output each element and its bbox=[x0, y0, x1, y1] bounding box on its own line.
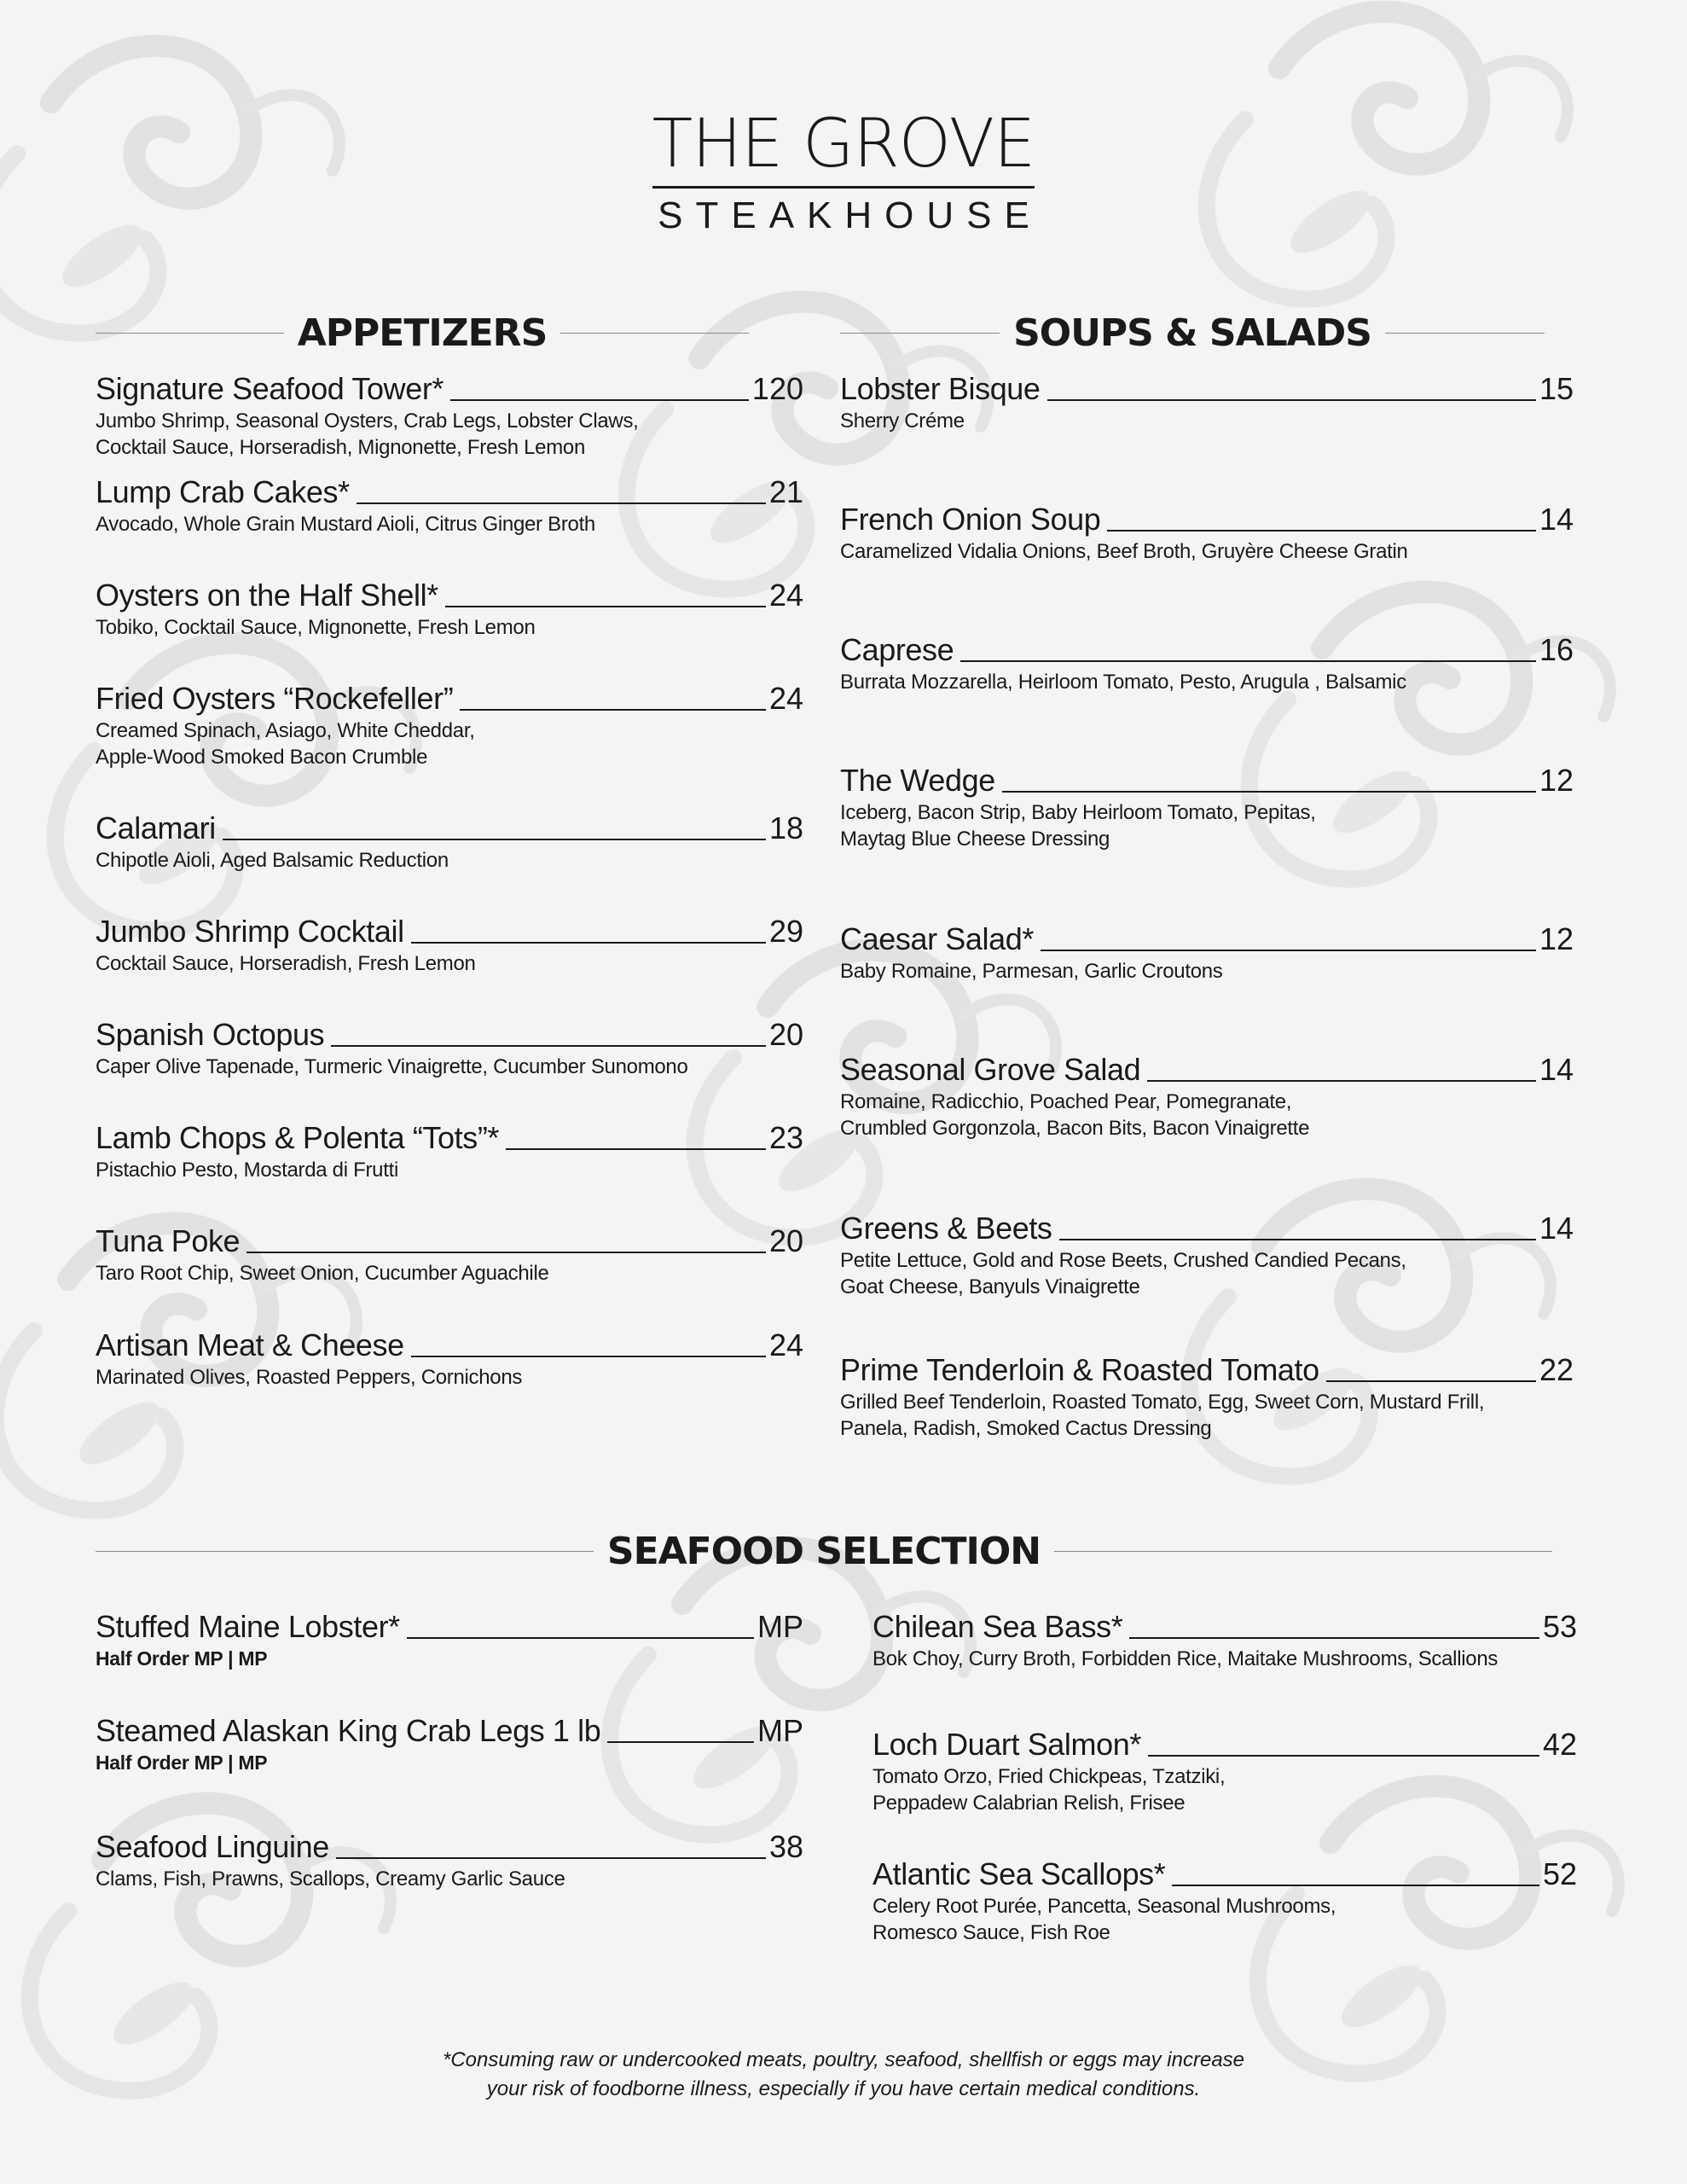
item-name: Jumbo Shrimp Cocktail bbox=[96, 914, 404, 949]
item-name: French Onion Soup bbox=[840, 502, 1101, 537]
leader-line bbox=[407, 1637, 754, 1639]
menu-item-row bbox=[840, 369, 1574, 408]
item-description bbox=[872, 1893, 1577, 1946]
menu-item bbox=[96, 1606, 803, 1672]
menu-item-row bbox=[840, 1208, 1574, 1247]
item-name: Caesar Salad* bbox=[840, 921, 1034, 956]
description-line: Chipotle Aioli, Aged Balsamic Reduction bbox=[96, 849, 449, 872]
description-line: Tobiko, Cocktail Sauce, Mignonette, Fresh Lemon bbox=[96, 616, 536, 639]
description-line: Goat Cheese, Banyuls Vinaigrette bbox=[840, 1275, 1140, 1298]
seafood-header bbox=[96, 1525, 1552, 1577]
description-line: Taro Root Chip, Sweet Onion, Cucumber Aguachile bbox=[96, 1262, 549, 1285]
description-line: Baby Romaine, Parmesan, Garlic Croutons bbox=[840, 960, 1223, 983]
menu-item bbox=[840, 499, 1574, 565]
description-line: Crumbled Gorgonzola, Bacon Bits, Bacon Vinaigrette bbox=[840, 1117, 1310, 1140]
item-price: 24 bbox=[768, 681, 803, 716]
menu-item-row bbox=[840, 499, 1574, 538]
description-line: Peppadew Calabrian Relish, Frisee bbox=[872, 1792, 1186, 1815]
description-line: Panela, Radish, Smoked Cactus Dressing bbox=[840, 1417, 1212, 1440]
item-description bbox=[96, 950, 803, 977]
description-line: Petite Lettuce, Gold and Rose Beets, Crushed Candied Pecans, bbox=[840, 1249, 1406, 1272]
item-description bbox=[96, 717, 803, 770]
menu-item bbox=[840, 919, 1574, 985]
leader-line bbox=[1059, 1239, 1536, 1240]
item-name: The Wedge bbox=[840, 763, 995, 798]
description-line: Half Order MP | MP bbox=[96, 1751, 268, 1774]
description-line: Marinated Olives, Roasted Peppers, Cornichons bbox=[96, 1366, 523, 1389]
item-name: Prime Tenderloin & Roasted Tomato bbox=[840, 1352, 1319, 1387]
logo bbox=[0, 106, 1687, 236]
menu-item-row bbox=[872, 1854, 1577, 1893]
menu-item-row bbox=[96, 1325, 803, 1364]
item-name: Greens & Beets bbox=[840, 1211, 1052, 1246]
leader-line bbox=[460, 709, 766, 711]
leader-line bbox=[1148, 1755, 1539, 1757]
section-heading-appetizers: APPETIZERS bbox=[297, 311, 548, 355]
description-line: Creamed Spinach, Asiago, White Cheddar, bbox=[96, 719, 475, 742]
item-price: 22 bbox=[1539, 1352, 1574, 1387]
leader-line bbox=[246, 1252, 766, 1253]
menu-item bbox=[96, 472, 803, 537]
item-price: 23 bbox=[768, 1120, 803, 1155]
item-name: Tuna Poke bbox=[96, 1223, 241, 1258]
item-price: 14 bbox=[1539, 1052, 1574, 1087]
leader-line bbox=[445, 606, 766, 607]
item-name: Seafood Linguine bbox=[96, 1829, 329, 1864]
description-line: Celery Root Purée, Pancetta, Seasonal Mushrooms, bbox=[872, 1895, 1336, 1918]
menu-item bbox=[840, 1350, 1574, 1442]
item-name: Signature Seafood Tower* bbox=[96, 371, 444, 406]
logo-subtitle: STEAKHOUSE bbox=[658, 195, 1042, 236]
item-name: Lump Crab Cakes* bbox=[96, 474, 350, 509]
divider bbox=[96, 333, 284, 334]
item-description bbox=[840, 799, 1574, 852]
item-price: 12 bbox=[1539, 763, 1574, 798]
description-line: Jumbo Shrimp, Seasonal Oysters, Crab Legs, Lobster Claws, bbox=[96, 410, 639, 433]
item-description bbox=[840, 1389, 1574, 1442]
menu-item-row bbox=[840, 630, 1574, 669]
menu-item-row bbox=[872, 1606, 1577, 1646]
menu-item-row bbox=[96, 1606, 803, 1646]
item-description bbox=[96, 1364, 803, 1391]
item-price: 20 bbox=[768, 1017, 803, 1052]
item-description bbox=[96, 511, 803, 537]
menu-item bbox=[96, 1827, 803, 1892]
leader-line bbox=[1147, 1080, 1536, 1082]
item-price: 15 bbox=[1539, 371, 1574, 406]
item-name: Steamed Alaskan King Crab Legs 1 lb bbox=[96, 1713, 601, 1748]
item-name: Loch Duart Salmon* bbox=[872, 1727, 1141, 1762]
menu-item-row bbox=[96, 472, 803, 511]
menu-item-row bbox=[96, 1221, 803, 1260]
description-line: Sherry Créme bbox=[840, 410, 965, 433]
description-line: Romesco Sauce, Fish Roe bbox=[872, 1921, 1110, 1944]
disclaimer-line: *Consuming raw or undercooked meats, poultry, seafood, shellfish or eggs may increase bbox=[442, 2048, 1245, 2071]
item-name: Stuffed Maine Lobster* bbox=[96, 1609, 400, 1644]
leader-line bbox=[411, 942, 766, 944]
item-price: 52 bbox=[1542, 1856, 1577, 1891]
description-line: Bok Choy, Curry Broth, Forbidden Rice, Maitake Mushrooms, Scallions bbox=[872, 1647, 1499, 1670]
leader-line bbox=[607, 1741, 754, 1743]
menu-item bbox=[840, 630, 1574, 695]
item-description bbox=[96, 1750, 803, 1776]
item-name: Atlantic Sea Scallops* bbox=[872, 1856, 1166, 1891]
description-line: Iceberg, Bacon Strip, Baby Heirloom Tomato, Pepitas, bbox=[840, 801, 1316, 824]
menu-item bbox=[96, 808, 803, 874]
menu-item bbox=[96, 911, 803, 977]
divider bbox=[1054, 1551, 1552, 1552]
menu-item bbox=[872, 1724, 1577, 1816]
menu-item bbox=[840, 1208, 1574, 1300]
description-line: Caramelized Vidalia Onions, Beef Broth, Gruyère Cheese Gratin bbox=[840, 540, 1408, 563]
menu-item bbox=[840, 1049, 1574, 1141]
leader-line bbox=[357, 502, 766, 504]
menu-item bbox=[872, 1854, 1577, 1946]
description-line: Cocktail Sauce, Horseradish, Mignonette, Fresh Lemon bbox=[96, 436, 586, 459]
menu-item bbox=[872, 1606, 1577, 1672]
item-name: Spanish Octopus bbox=[96, 1017, 325, 1052]
item-description bbox=[840, 538, 1574, 565]
item-description bbox=[96, 1646, 803, 1672]
item-description bbox=[872, 1763, 1577, 1816]
description-line: Grilled Beef Tenderloin, Roasted Tomato, Egg, Sweet Corn, Mustard Frill, bbox=[840, 1391, 1485, 1414]
menu-item-row bbox=[96, 1711, 803, 1750]
leader-line bbox=[1047, 399, 1536, 401]
item-price: 18 bbox=[768, 810, 803, 845]
divider bbox=[1385, 333, 1545, 334]
divider bbox=[96, 1551, 594, 1552]
leader-line bbox=[336, 1857, 766, 1859]
item-price: 14 bbox=[1539, 1211, 1574, 1246]
item-name: Lobster Bisque bbox=[840, 371, 1041, 406]
description-line: Tomato Orzo, Fried Chickpeas, Tzatziki, bbox=[872, 1765, 1226, 1788]
soups-header bbox=[840, 307, 1545, 358]
description-line: Burrata Mozzarella, Heirloom Tomato, Pesto, Arugula , Balsamic bbox=[840, 671, 1406, 694]
item-name: Caprese bbox=[840, 632, 954, 667]
description-line: Apple-Wood Smoked Bacon Crumble bbox=[96, 746, 428, 769]
description-line: Maytag Blue Cheese Dressing bbox=[840, 828, 1110, 851]
menu-item-row bbox=[872, 1724, 1577, 1763]
divider bbox=[560, 333, 749, 334]
menu-item-row bbox=[96, 1118, 803, 1157]
description-line: Clams, Fish, Prawns, Scallops, Creamy Garlic Sauce bbox=[96, 1867, 565, 1891]
item-name: Lamb Chops & Polenta “Tots”* bbox=[96, 1120, 500, 1155]
menu-item bbox=[96, 1014, 803, 1080]
menu-item-row bbox=[840, 919, 1574, 958]
menu-item-row bbox=[96, 678, 803, 717]
leader-line bbox=[1326, 1380, 1536, 1382]
description-line: Caper Olive Tapenade, Turmeric Vinaigrette, Cucumber Sunomono bbox=[96, 1055, 688, 1078]
menu-item-row bbox=[840, 1350, 1574, 1389]
item-price: 120 bbox=[751, 371, 803, 406]
leader-line bbox=[1172, 1885, 1539, 1886]
menu-item-row bbox=[840, 1049, 1574, 1089]
item-description bbox=[840, 1089, 1574, 1141]
leader-line bbox=[450, 399, 749, 401]
item-price: 53 bbox=[1542, 1609, 1577, 1644]
item-description bbox=[96, 614, 803, 641]
disclaimer-line: your risk of foodborne illness, especially if you have certain medical conditions. bbox=[486, 2077, 1201, 2100]
description-line: Romaine, Radicchio, Poached Pear, Pomegranate, bbox=[840, 1090, 1292, 1113]
item-description bbox=[96, 1260, 803, 1287]
item-price: 24 bbox=[768, 1327, 803, 1362]
logo-name: THE GROVE bbox=[652, 106, 1035, 183]
item-price: MP bbox=[757, 1713, 803, 1748]
item-price: 21 bbox=[768, 474, 803, 509]
appetizers-header bbox=[96, 307, 749, 358]
item-description bbox=[840, 408, 1574, 434]
menu-item-row bbox=[96, 1014, 803, 1054]
logo-rule bbox=[652, 186, 1035, 189]
item-name: Artisan Meat & Cheese bbox=[96, 1327, 404, 1362]
menu-item bbox=[96, 369, 803, 461]
item-price: 24 bbox=[768, 578, 803, 613]
section-heading-soups-salads: SOUPS & SALADS bbox=[1013, 311, 1371, 355]
menu-item-row bbox=[96, 911, 803, 950]
item-name: Chilean Sea Bass* bbox=[872, 1609, 1123, 1644]
leader-line bbox=[960, 660, 1536, 662]
menu-item bbox=[96, 1711, 803, 1776]
menu-item bbox=[840, 369, 1574, 434]
item-description bbox=[96, 1866, 803, 1892]
item-price: 38 bbox=[768, 1829, 803, 1864]
menu-item bbox=[96, 575, 803, 641]
menu-item bbox=[96, 1325, 803, 1391]
leader-line bbox=[331, 1045, 766, 1047]
item-price: 42 bbox=[1542, 1727, 1577, 1762]
disclaimer bbox=[0, 2046, 1687, 2104]
item-description bbox=[840, 1247, 1574, 1300]
menu-item bbox=[96, 1221, 803, 1287]
item-name: Fried Oysters “Rockefeller” bbox=[96, 681, 454, 716]
item-description bbox=[872, 1646, 1577, 1672]
item-description bbox=[840, 958, 1574, 985]
leader-line bbox=[1041, 950, 1536, 951]
leader-line bbox=[506, 1148, 766, 1150]
description-line: Half Order MP | MP bbox=[96, 1647, 268, 1670]
section-heading-seafood: SEAFOOD SELECTION bbox=[606, 1529, 1041, 1573]
item-name: Seasonal Grove Salad bbox=[840, 1052, 1141, 1087]
item-price: 16 bbox=[1539, 632, 1574, 667]
item-name: Calamari bbox=[96, 810, 216, 845]
menu-item bbox=[840, 760, 1574, 852]
item-description bbox=[840, 669, 1574, 695]
item-price: 29 bbox=[768, 914, 803, 949]
item-description bbox=[96, 847, 803, 874]
item-description bbox=[96, 408, 803, 461]
description-line: Cocktail Sauce, Horseradish, Fresh Lemon bbox=[96, 952, 476, 975]
description-line: Pistachio Pesto, Mostarda di Frutti bbox=[96, 1159, 398, 1182]
menu-item-row bbox=[840, 760, 1574, 799]
leader-line bbox=[1002, 791, 1536, 793]
item-price: MP bbox=[757, 1609, 803, 1644]
leader-line bbox=[1107, 530, 1536, 531]
menu-item-row bbox=[96, 575, 803, 614]
menu-item bbox=[96, 678, 803, 770]
leader-line bbox=[223, 839, 766, 840]
menu-item-row bbox=[96, 1827, 803, 1866]
item-description bbox=[96, 1157, 803, 1183]
description-line: Avocado, Whole Grain Mustard Aioli, Citrus Ginger Broth bbox=[96, 513, 595, 536]
leader-line bbox=[1129, 1637, 1539, 1639]
item-price: 14 bbox=[1539, 502, 1574, 537]
menu-item-row bbox=[96, 808, 803, 847]
menu-item bbox=[96, 1118, 803, 1183]
divider bbox=[840, 333, 1000, 334]
item-name: Oysters on the Half Shell* bbox=[96, 578, 438, 613]
item-price: 20 bbox=[768, 1223, 803, 1258]
leader-line bbox=[411, 1356, 766, 1357]
menu-item-row bbox=[96, 369, 803, 408]
item-description bbox=[96, 1054, 803, 1080]
item-price: 12 bbox=[1539, 921, 1574, 956]
